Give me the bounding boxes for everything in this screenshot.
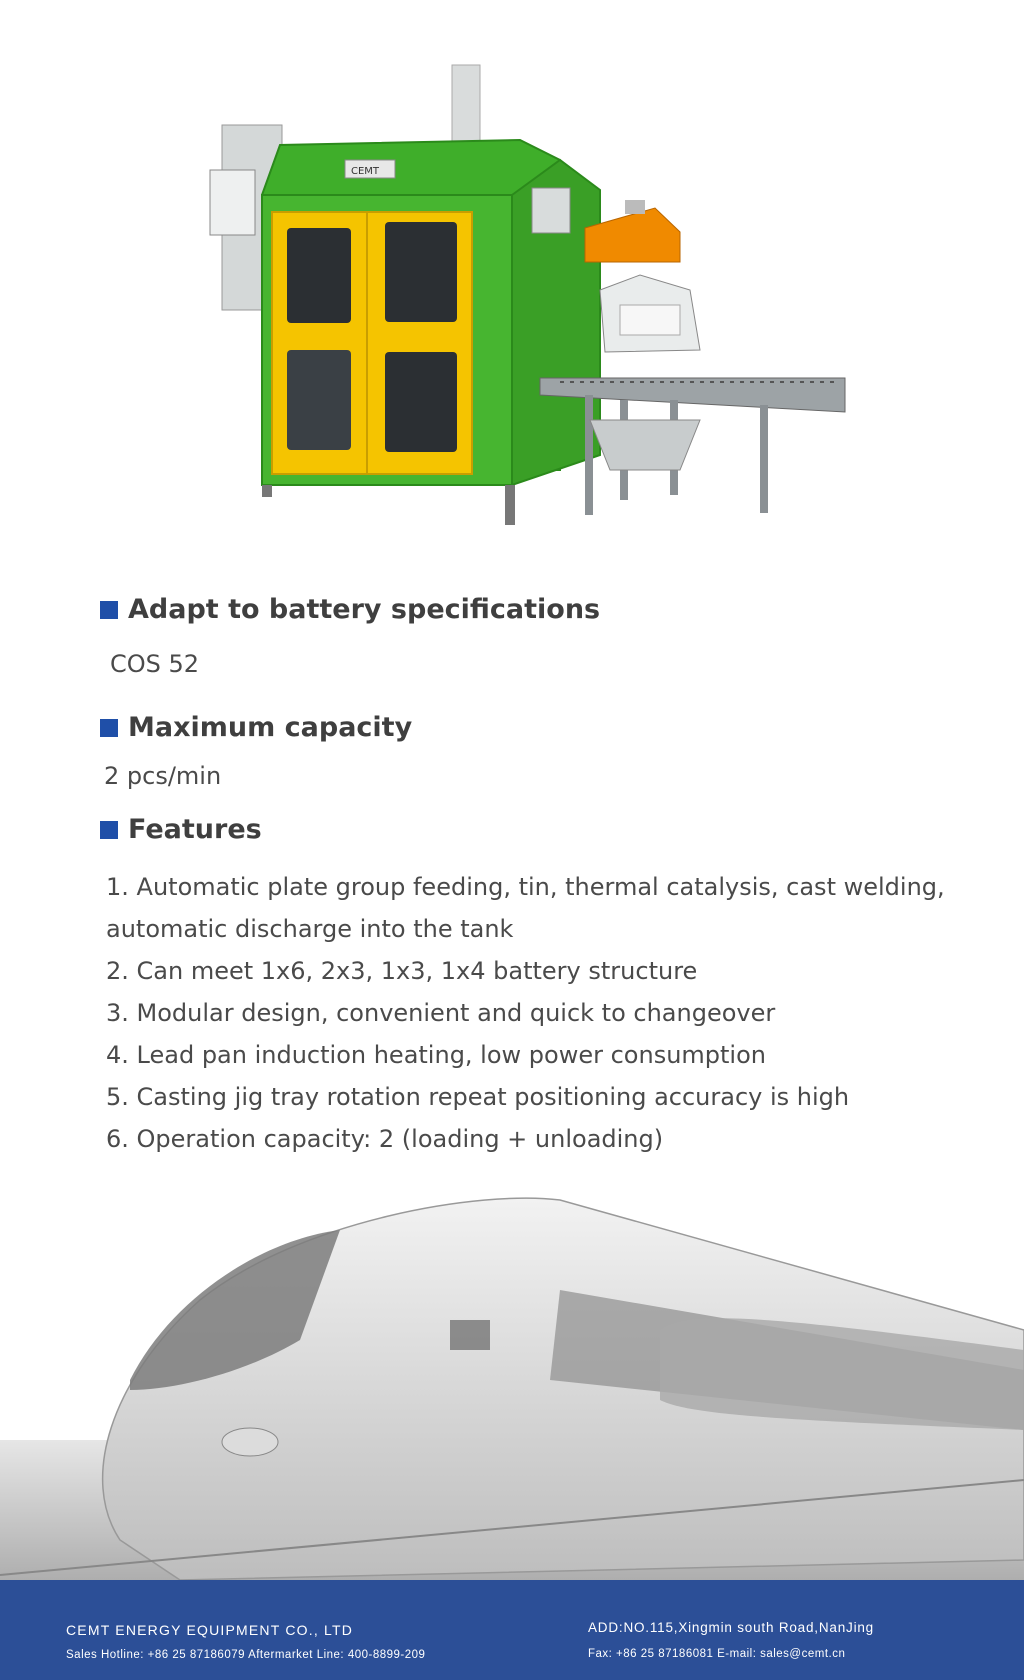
capacity-heading: Maximum capacity	[128, 712, 413, 743]
product-image	[0, 0, 1024, 560]
feature-item: 4. Lead pan induction heating, low power consumption	[106, 1041, 766, 1069]
feature-item: 3. Modular design, convenient and quick to changeover	[106, 999, 776, 1027]
footer-address: ADD:NO.115,Xingmin south Road,NanJing	[588, 1620, 874, 1635]
spec-heading: Adapt to battery specifications	[128, 594, 601, 625]
features-heading: Features	[128, 814, 262, 845]
spec-value: COS 52	[110, 650, 200, 678]
footer	[0, 1580, 1024, 1680]
footer-company-name: CEMT ENERGY EQUIPMENT CO., LTD	[66, 1622, 354, 1638]
spec-section	[100, 594, 600, 625]
capacity-value: 2 pcs/min	[104, 762, 222, 790]
feature-item: 6. Operation capacity: 2 (loading + unloading)	[106, 1125, 664, 1153]
feature-item: 5. Casting jig tray rotation repeat positioning accuracy is high	[106, 1083, 850, 1111]
capacity-section	[100, 712, 412, 743]
bullet-square-icon	[100, 719, 118, 737]
features-section	[100, 814, 262, 845]
bullet-square-icon	[100, 601, 118, 619]
footer-hotline: Sales Hotline: +86 25 87186079 Aftermarket Line: 400-8899-209	[66, 1649, 426, 1661]
footer-contact: Fax: +86 25 87186081 E-mail: sales@cemt.cn	[588, 1648, 846, 1660]
feature-item: 2. Can meet 1x6, 2x3, 1x3, 1x4 battery structure	[106, 957, 698, 985]
bullet-square-icon	[100, 821, 118, 839]
machine-logo-label: CEMT	[351, 166, 380, 177]
train-background-image	[0, 1180, 1024, 1580]
features-list	[106, 866, 966, 1160]
feature-item: 1. Automatic plate group feeding, tin, thermal catalysis, cast welding, automatic discharge into the tank	[106, 873, 945, 943]
